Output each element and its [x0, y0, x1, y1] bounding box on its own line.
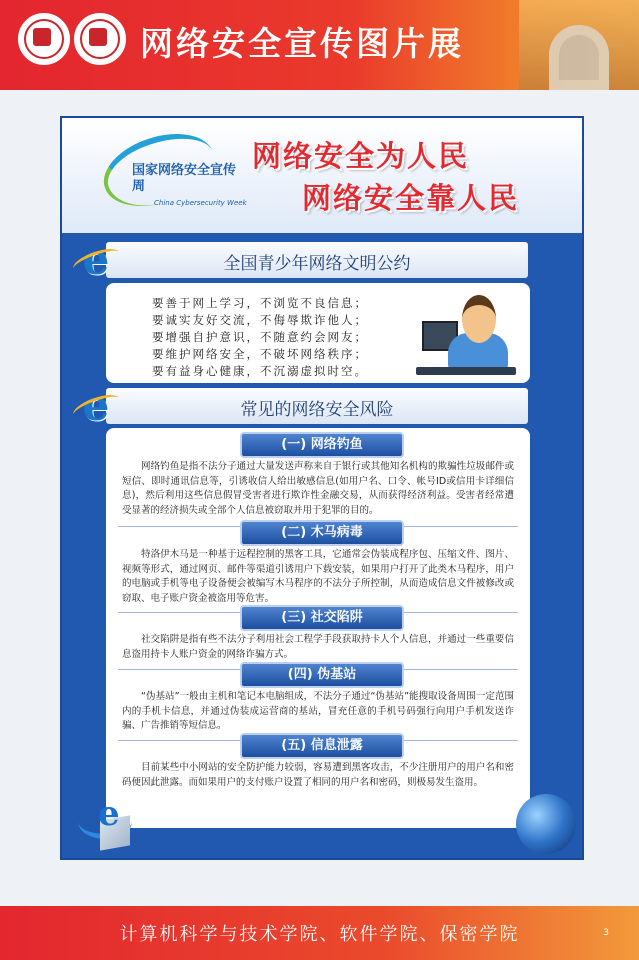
pact-line: 要增强自护意识，不随意约会网友；: [152, 330, 368, 344]
e-arrow-icon: e: [78, 798, 148, 854]
risk-text-data-leak: 目前某些中小网站的安全防护能力较弱，容易遭到黑客攻击，不少注册用户的用户名和密码便因此泄露。而如果用户的支付账户设置了相同的用户名和密码，则极易发生盗用。: [122, 762, 514, 788]
pact-title: 全国青少年网络文明公约: [223, 254, 411, 274]
risk-text-fake-base-station: “伪基站”一般由主机和笔记本电脑组成，不法分子通过“伪基站”能搜取设备周围一定范围内的手机卡信息，并通过伪装成运营商的基站，冒充任意的手机号码强行向用户手机发送诈骗、广告推销等短信息。: [122, 691, 514, 731]
slogan-line-2: 网络安全靠人民: [302, 181, 520, 215]
pact-section-bar: [82, 235, 528, 284]
poster-header: [62, 118, 582, 233]
risks-section-bar: [82, 381, 528, 430]
week-logo-name: 国家网络安全宣传周: [132, 163, 237, 194]
risk-heading-phishing: (一) 网络钓鱼: [240, 432, 404, 458]
college-logo: [74, 13, 126, 65]
risk-text-trojan: 特洛伊木马是一种基于远程控制的黑客工具，它通常会伪装成程序包、压缩文件、图片、视频等形式，通过网页、邮件等渠道引诱用户下载安装，如果用户打开了此类木马程序，用户的电脑或手机等电子设备便会被编写木马程序的不法分子所控制，从而造成信息文件被修改或窃取、电子账户资金被盗用等危害。: [122, 549, 514, 604]
risk-heading-social: (三) 社交陷阱: [240, 605, 404, 631]
risk-heading-fake-base-station: (四) 伪基站: [240, 662, 404, 688]
risk-heading-trojan: (二) 木马病毒: [240, 520, 404, 546]
page-title: 网络安全宣传图片展: [140, 24, 464, 63]
pact-line: 要善于网上学习，不浏览不良信息；: [152, 296, 368, 310]
risk-heading-data-leak: (五) 信息泄露: [240, 733, 404, 759]
pact-line: 要维护网络安全，不破坏网络秩序；: [152, 347, 368, 361]
globe-icon: [516, 794, 576, 854]
slogan-line-1: 网络安全为人民: [252, 139, 470, 173]
page-number: 3: [603, 928, 609, 938]
pact-lines: [152, 295, 368, 380]
student-at-computer-illustration: [422, 293, 512, 375]
poster: [60, 116, 584, 860]
university-logo: [18, 13, 70, 65]
risk-text-phishing: 网络钓鱼是指不法分子通过大量发送声称来自于银行或其他知名机构的欺骗性垃圾邮件或短信、即时通讯信息等，引诱收信人给出敏感信息(如用户名、口令、帐号ID或信用卡详细信息)，然后利用这些信息假冒受害者进行欺诈性金融交易，从而获得经济利益。受害者经常遭受显著的经济损失或全部个人信息被窃取并用于犯罪的目的。: [122, 461, 514, 516]
footer-text: 计算机科学与技术学院、软件学院、保密学院: [119, 924, 520, 945]
pact-line: 要诚实友好交流，不侮辱欺诈他人；: [152, 313, 368, 327]
campus-gate-image: [519, 0, 639, 90]
risk-text-social: 社交陷阱是指有些不法分子利用社会工程学手段获取持卡人个人信息，并通过一些重要信息盗用持卡人账户资金的网络诈骗方式。: [122, 634, 514, 660]
pact-line: 要有益身心健康，不沉溺虚拟时空。: [152, 364, 368, 378]
header-banner: [0, 0, 639, 90]
risks-title: 常见的网络安全风险: [240, 400, 394, 420]
week-logo-english: China Cybersecurity Week: [154, 199, 247, 207]
pact-box: [106, 283, 530, 383]
e-logo-icon: e: [76, 238, 116, 282]
footer-banner: [0, 906, 639, 960]
e-logo-icon: e: [76, 384, 116, 428]
risks-box: [106, 428, 530, 828]
